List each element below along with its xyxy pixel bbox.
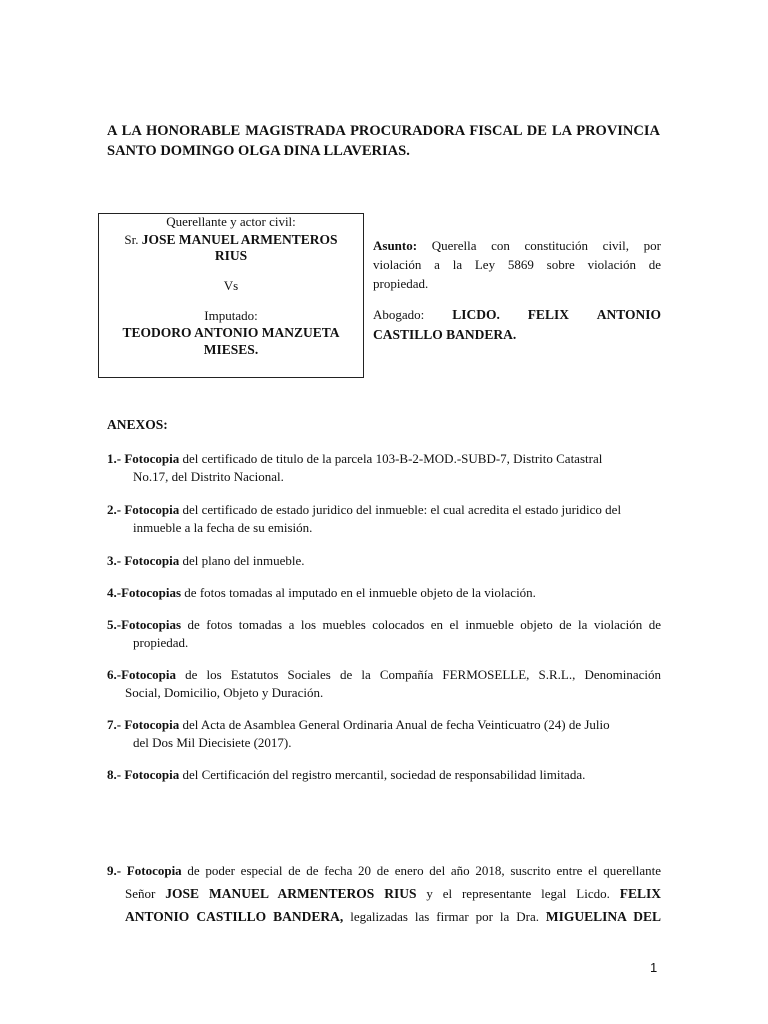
- annex-text-continued: No.17, del Distrito Nacional.: [133, 469, 284, 484]
- annex-text: de fotos tomadas al imputado en el inmueble objeto de la violación.: [181, 585, 536, 600]
- annex-keyword: Fotocopias: [121, 585, 182, 600]
- lawyer-label: Abogado:: [373, 307, 425, 322]
- annex-text-continued: propiedad.: [133, 635, 189, 650]
- lawyer-name: FELIX: [619, 886, 661, 901]
- annex-number: 6.-: [107, 667, 122, 682]
- annex-text: Señor: [125, 886, 166, 901]
- page-number: 1: [650, 960, 658, 975]
- annex-number: 1.-: [107, 451, 125, 466]
- title-line-1: A LA HONORABLE MAGISTRADA PROCURADORA FISCAL DE LA PROVINCIA: [107, 123, 660, 139]
- annex-keyword: Fotocopia: [124, 717, 180, 732]
- annex-keyword: Fotocopia: [124, 553, 180, 568]
- plaintiff-role: Querellante y actor civil:: [166, 214, 296, 229]
- annex-number: 7.-: [107, 717, 125, 732]
- annex-item-4: [107, 584, 661, 602]
- annex-text-continued: del Dos Mil Diecisiete (2017).: [133, 735, 292, 750]
- lawyer-name: ANTONIO CASTILLO BANDERA,: [125, 909, 344, 924]
- subject-block: [373, 236, 661, 293]
- annex-item-9: [107, 859, 661, 928]
- annex-item-2: [107, 501, 661, 537]
- annex-item-1: [107, 450, 661, 486]
- subject-line-1: [373, 236, 661, 255]
- parties-box: [98, 213, 364, 378]
- plaintiff-name-1: JOSE MANUEL ARMENTEROS: [141, 232, 338, 247]
- annex-number: 4.-: [107, 585, 122, 600]
- versus-label: Vs: [223, 278, 239, 293]
- lawyer-name-2: CASTILLO BANDERA.: [373, 327, 517, 342]
- subject-label: Asunto:: [373, 238, 418, 253]
- annex-item-8: [107, 766, 661, 784]
- annex-number: 3.-: [107, 553, 125, 568]
- plaintiff-name: JOSE MANUEL ARMENTEROS RIUS: [165, 886, 417, 901]
- lawyer-line-1: [373, 305, 661, 325]
- annex-text: del Certificación del registro mercantil, sociedad de responsabilidad limitada.: [179, 767, 586, 782]
- annex-item-7: [107, 716, 661, 752]
- annex-number: 5.-: [107, 617, 122, 632]
- annex-keyword: Fotocopias: [121, 617, 182, 632]
- annex-item-6: [107, 666, 661, 702]
- subject-line-2: violación a la Ley 5869 sobre violación de: [373, 257, 661, 272]
- annexes-heading: ANEXOS:: [107, 417, 168, 432]
- annex-number: 8.-: [107, 767, 125, 782]
- annex-keyword: Fotocopia: [126, 863, 182, 878]
- plaintiff-name-2: RIUS: [214, 248, 248, 263]
- annex-keyword: Fotocopia: [124, 451, 180, 466]
- annex-text: legalizadas las firmar por la Dra.: [343, 909, 546, 924]
- defendant-role: Imputado:: [204, 308, 258, 323]
- annex-text: de los Estatutos Sociales de la Compañía FERMOSELLE, S.R.L., Denominación: [175, 667, 661, 682]
- annex-text: del certificado de titulo de la parcela 103-B-2-MOD.-SUBD-7, Distrito Catastral: [179, 451, 603, 466]
- lawyer-name-1: LICDO. FELIX ANTONIO: [452, 307, 661, 322]
- plaintiff-line-1: [99, 232, 363, 248]
- annex-text-continued: inmueble a la fecha de su emisión.: [133, 520, 313, 535]
- annex-text: y el representante legal Licdo.: [416, 886, 620, 901]
- annex-keyword: Fotocopia: [124, 502, 180, 517]
- annex-number: 2.-: [107, 502, 125, 517]
- defendant-name-2: MIESES.: [203, 342, 259, 357]
- plaintiff-prefix: Sr.: [124, 232, 142, 247]
- annex-item-3: [107, 552, 661, 570]
- annex-keyword: Fotocopia: [121, 667, 176, 682]
- annex-text: del certificado de estado juridico del inmueble: el cual acredita el estado juridico del: [179, 502, 622, 517]
- annex-text: de poder especial de de fecha 20 de enero del año 2018, suscrito entre el querellante: [181, 863, 661, 878]
- document-title: [107, 121, 660, 161]
- subject-text-1: Querella con constitución civil, por: [417, 238, 661, 253]
- annex-number: 9.-: [107, 863, 127, 878]
- subject-line-3: propiedad.: [373, 276, 429, 291]
- annex-text: del plano del inmueble.: [179, 553, 305, 568]
- annex-text-continued: Social, Domicilio, Objeto y Duración.: [125, 685, 324, 700]
- annex-text: de fotos tomadas a los muebles colocados en el inmueble objeto de la violación de: [181, 617, 661, 632]
- lawyer-block: [373, 305, 661, 345]
- annex-item-5: [107, 616, 661, 652]
- title-line-2: SANTO DOMINGO OLGA DINA LLAVERIAS.: [107, 143, 410, 159]
- annex-keyword: Fotocopia: [124, 767, 180, 782]
- annex-text: del Acta de Asamblea General Ordinaria Anual de fecha Veinticuatro (24) de Julio: [179, 717, 610, 732]
- defendant-name-1: TEODORO ANTONIO MANZUETA: [122, 325, 340, 340]
- notary-name: MIGUELINA DEL: [545, 909, 661, 924]
